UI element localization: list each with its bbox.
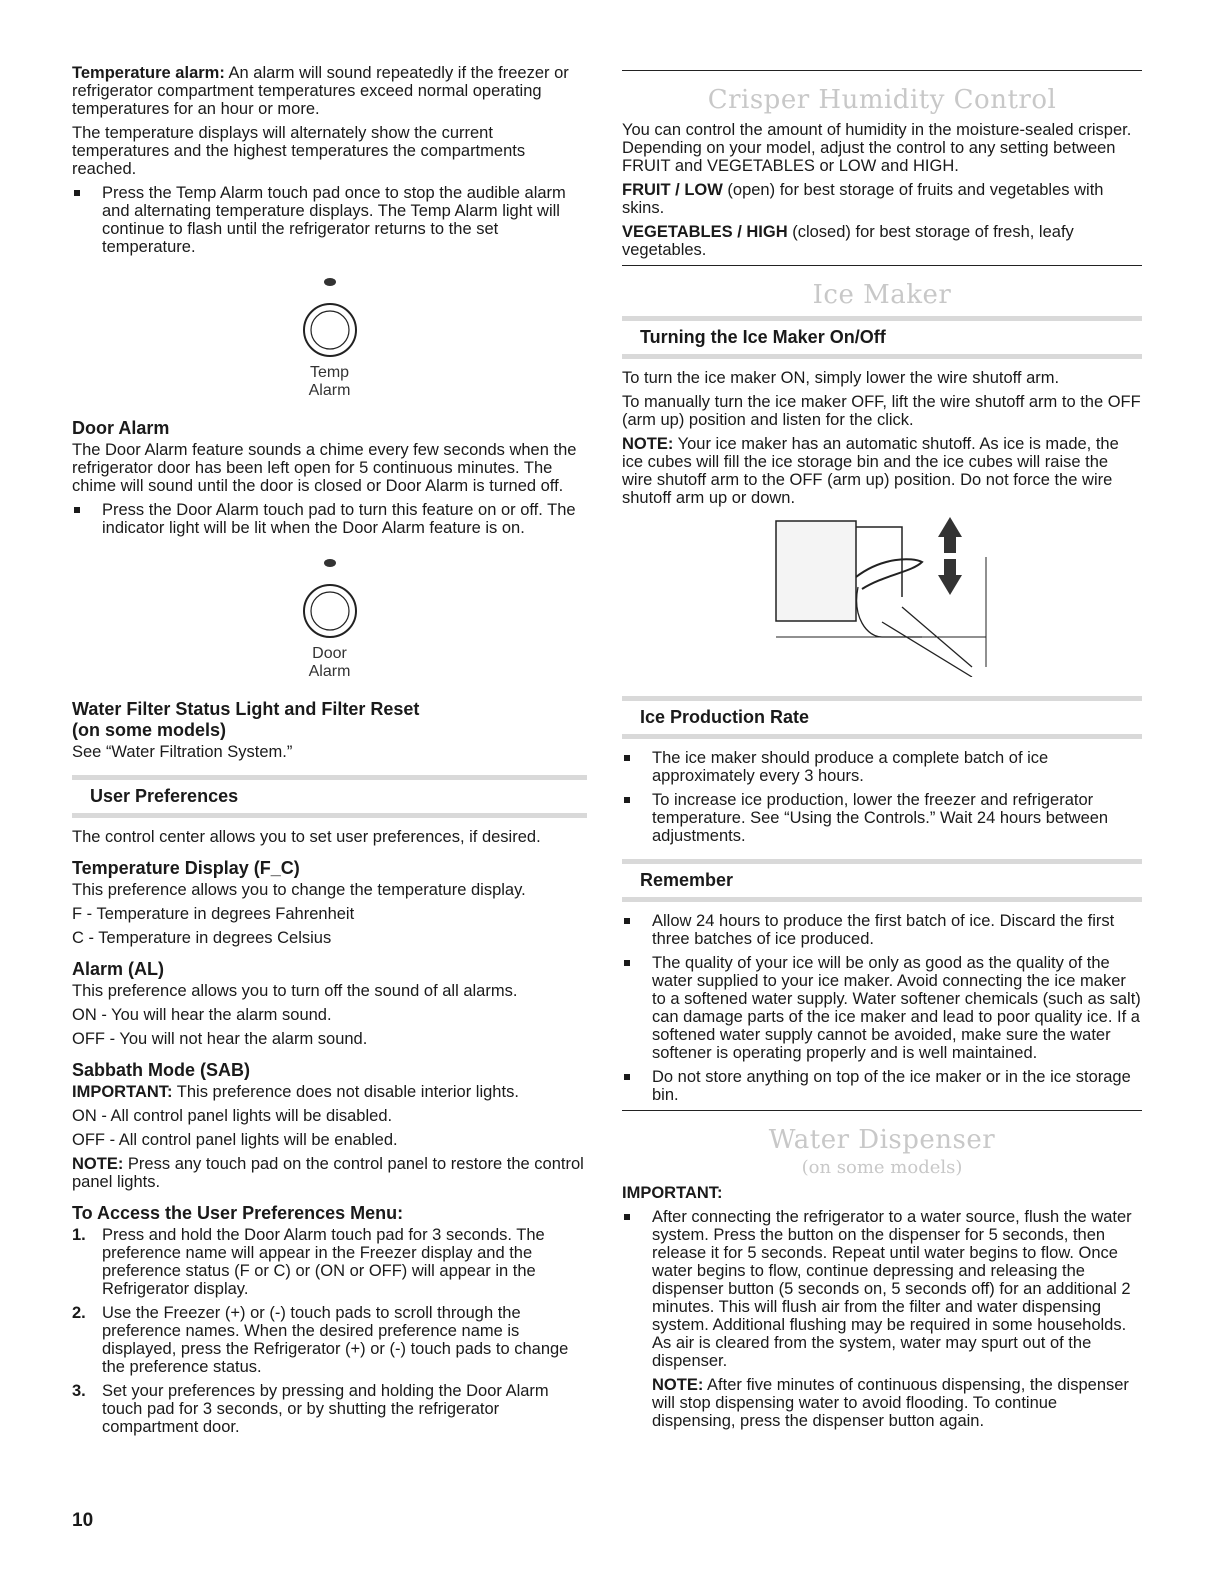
- right-column: [622, 64, 1142, 1436]
- water-dispenser-section-title: Water Dispenser: [768, 1125, 996, 1155]
- step-text: Press and hold the Door Alarm touch pad for 3 seconds. The preference name will appear in the Freezer display and the preference status (F or C) or (ON or OFF) will appear in the Refrigerator display.: [102, 1226, 545, 1298]
- note-text: Press any touch pad on the control panel to restore the control panel lights.: [72, 1155, 584, 1191]
- list-item: The ice maker should produce a complete batch of ice approximately every 3 hours.: [622, 749, 1142, 785]
- temp-alarm-pad-icon: [300, 272, 360, 364]
- page-number: 10: [72, 1510, 94, 1531]
- alarm-text: This preference allows you to turn off the sound of all alarms.: [72, 982, 518, 1000]
- turning-ice-maker-banner: [622, 316, 1142, 359]
- step-item: [72, 1382, 587, 1436]
- list-item: Press the Door Alarm touch pad to turn this feature on or off. The indicator light will be lit when the Door Alarm feature is on.: [72, 501, 587, 537]
- temp-alarm-para2: The temperature displays will alternately show the current temperatures and the highest temperatures the compartments reached.: [72, 124, 526, 178]
- temp-alarm-paragraph: [72, 64, 587, 118]
- sabbath-important: [72, 1083, 587, 1101]
- step-item: [72, 1226, 587, 1298]
- door-alarm-pad-icon: [300, 553, 360, 645]
- list-item: To increase ice production, lower the freezer and refrigerator temperature. See “Using the Controls.” Wait 24 hours between adjustments.: [622, 791, 1142, 845]
- water-dispenser-subtitle: (on some models): [801, 1157, 963, 1178]
- veg-label: VEGETABLES / HIGH: [622, 223, 788, 241]
- sabbath-off-option: OFF - All control panel lights will be enabled.: [72, 1131, 398, 1149]
- ice-maker-illustration: [772, 517, 1142, 682]
- ice-rate-bullets: [622, 749, 1142, 845]
- user-preferences-title: User Preferences: [90, 786, 239, 806]
- door-pad-label-1: Door: [312, 645, 347, 662]
- water-filter-text: See “Water Filtration System.”: [72, 743, 293, 761]
- crisper-section-title: Crisper Humidity Control: [707, 85, 1057, 115]
- water-filter-heading-1: Water Filter Status Light and Filter Reset: [72, 699, 420, 719]
- remember-bullets: [622, 912, 1142, 1104]
- water-filter-heading-2: (on some models): [72, 720, 227, 740]
- sabbath-note: [72, 1155, 587, 1191]
- veg-text: (closed) for best storage of fresh, leafy vegetables.: [622, 223, 1074, 259]
- sabbath-on-option: ON - All control panel lights will be disabled.: [72, 1107, 393, 1125]
- door-pad-label-2: Alarm: [308, 663, 351, 680]
- temp-alarm-pad-diagram: [72, 272, 587, 400]
- temp-display-heading: Temperature Display (F_C): [72, 858, 300, 878]
- sabbath-heading: Sabbath Mode (SAB): [72, 1060, 250, 1080]
- access-steps: [72, 1226, 587, 1436]
- remember-banner: [622, 859, 1142, 902]
- section-rule: [622, 1110, 1142, 1111]
- dispenser-bullets: [622, 1208, 1142, 1370]
- step-number: 1.: [72, 1226, 86, 1244]
- step-item: [72, 1304, 587, 1376]
- alarm-off-option: OFF - You will not hear the alarm sound.: [72, 1030, 368, 1048]
- list-item: Do not store anything on top of the ice maker or in the ice storage bin.: [622, 1068, 1142, 1104]
- note-text: After five minutes of continuous dispensing, the dispenser will stop dispensing water to avoid flooding. To continue dispensing, press the dispenser button again.: [652, 1376, 1129, 1430]
- temp-alarm-text: An alarm will sound repeatedly if the freezer or refrigerator compartment temperatures exceed normal operating temperatures for an hour or more.: [72, 64, 569, 118]
- remember-title: Remember: [640, 870, 734, 890]
- door-alarm-pad-diagram: [72, 553, 587, 681]
- fruit-text: (open) for best storage of fruits and vegetables with skins.: [622, 181, 1104, 217]
- important-label: IMPORTANT:: [72, 1083, 173, 1101]
- temp-pad-label-1: Temp: [309, 364, 350, 381]
- temp-c-option: C - Temperature in degrees Celsius: [72, 929, 332, 947]
- door-alarm-heading: Door Alarm: [72, 418, 170, 438]
- step-number: 2.: [72, 1304, 86, 1322]
- alarm-on-option: ON - You will hear the alarm sound.: [72, 1006, 332, 1024]
- access-menu-heading: To Access the User Preferences Menu:: [72, 1203, 404, 1223]
- ice-on-text: To turn the ice maker ON, simply lower the wire shutoff arm.: [622, 369, 1060, 387]
- dispenser-note: [622, 1376, 1142, 1430]
- note-text: Your ice maker has an automatic shutoff. As ice is made, the ice cubes will fill the ice storage bin and the ice cubes will raise the wire shutoff arm to the OFF (arm up) position. Do not force the wire shutoff arm up or down.: [622, 435, 1119, 507]
- left-column: [72, 64, 587, 1442]
- temp-display-text: This preference allows you to change the temperature display.: [72, 881, 526, 899]
- note-label: NOTE:: [622, 435, 674, 453]
- section-rule: [622, 70, 1142, 71]
- temp-f-option: F - Temperature in degrees Fahrenheit: [72, 905, 355, 923]
- list-item: Allow 24 hours to produce the first batch of ice. Discard the first three batches of ice produced.: [622, 912, 1142, 948]
- fruit-label: FRUIT / LOW: [622, 181, 723, 199]
- list-item: After connecting the refrigerator to a water source, flush the water system. Press the button on the dispenser for 5 seconds, then release it for 5 seconds. Repeat until water begins to flow. Once water begins to flow, continue depressing and releasing the dispenser button (5 seconds on, 5 seconds off) for an additional 2 minutes. This will flush air from the filter and water dispensing system. Additional flushing may be required in some households. As air is cleared from the system, water may spurt out of the dispenser.: [622, 1208, 1142, 1370]
- user-preferences-banner: [72, 775, 587, 818]
- crisper-text: You can control the amount of humidity in the moisture-sealed crisper. Depending on your model, adjust the control to any setting between FRUIT and VEGETABLES or LOW and HIGH.: [622, 121, 1132, 175]
- ice-off-text: To manually turn the ice maker OFF, lift the wire shutoff arm to the OFF (arm up) position and listen for the click.: [622, 393, 1141, 429]
- alarm-heading: Alarm (AL): [72, 959, 165, 979]
- temp-alarm-heading: Temperature alarm:: [72, 64, 225, 82]
- step-text: Set your preferences by pressing and holding the Door Alarm touch pad for 3 seconds, or by shutting the refrigerator compartment door.: [102, 1382, 549, 1436]
- step-number: 3.: [72, 1382, 86, 1400]
- important-text: This preference does not disable interior lights.: [172, 1083, 519, 1101]
- turning-ice-maker-title: Turning the Ice Maker On/Off: [640, 327, 886, 347]
- crisper-veg: [622, 223, 1142, 259]
- note-label: NOTE:: [72, 1155, 124, 1173]
- ice-production-banner: [622, 696, 1142, 739]
- section-rule: [622, 265, 1142, 266]
- crisper-fruit: [622, 181, 1142, 217]
- ice-production-title: Ice Production Rate: [640, 707, 810, 727]
- note-label: NOTE:: [652, 1376, 704, 1394]
- ice-note: [622, 435, 1142, 507]
- door-alarm-text: The Door Alarm feature sounds a chime every few seconds when the refrigerator door has been left open for 5 continuous minutes. The chime will sound until the door is closed or Door Alarm is turned off.: [72, 441, 577, 495]
- list-item: Press the Temp Alarm touch pad once to stop the audible alarm and alternating temperature displays. The Temp Alarm light will continue to flash until the refrigerator returns to the set temperature.: [72, 184, 587, 256]
- temp-alarm-bullets: [72, 184, 587, 256]
- ice-maker-section-title: Ice Maker: [812, 280, 952, 310]
- user-prefs-intro: The control center allows you to set user preferences, if desired.: [72, 828, 541, 846]
- ice-maker-arm-icon: [772, 517, 992, 677]
- dispenser-important-label: IMPORTANT:: [622, 1184, 723, 1202]
- step-text: Use the Freezer (+) or (-) touch pads to scroll through the preference names. When the desired preference name is displayed, press the Refrigerator (+) or (-) touch pads to change the preference status.: [102, 1304, 569, 1376]
- door-alarm-bullets: [72, 501, 587, 537]
- list-item: The quality of your ice will be only as good as the quality of the water supplied to your ice maker. Avoid connecting the ice maker to a softened water supply. Water softener chemicals (such as salt) can damage parts of the ice maker and lead to poor quality ice. If a softened water supply cannot be avoided, make sure the water softener is operating properly and is well maintained.: [622, 954, 1142, 1062]
- temp-pad-label-2: Alarm: [308, 382, 351, 399]
